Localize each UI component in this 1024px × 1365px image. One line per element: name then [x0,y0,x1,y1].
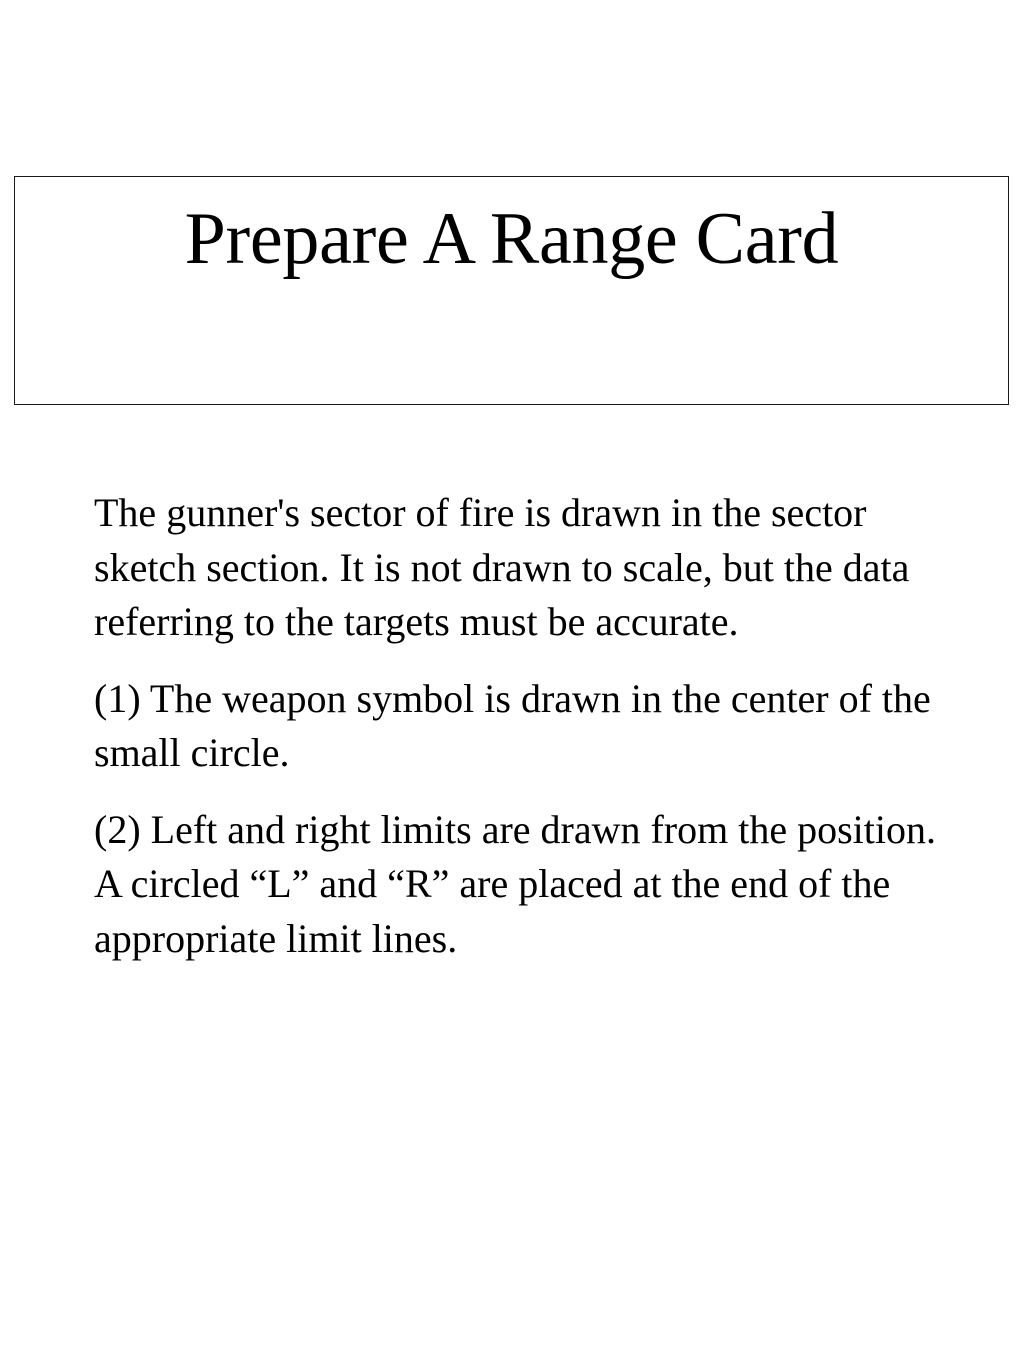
title-box [14,176,1009,405]
slide-title: Prepare A Range Card [184,198,839,280]
paragraph-weapon-symbol: (1) The weapon symbol is drawn in the center of the small circle. [94,675,931,775]
body-text [94,486,954,988]
paragraph-limit-lines: (2) Left and right limits are drawn from the position. A circled “L” and “R” are placed at the end of the appropriate limit lines. [94,806,937,961]
paragraph-sector-sketch: The gunner's sector of fire is drawn in the sector sketch section. It is not drawn to scale, but the data referring to the targets must be accurate. [94,490,910,644]
